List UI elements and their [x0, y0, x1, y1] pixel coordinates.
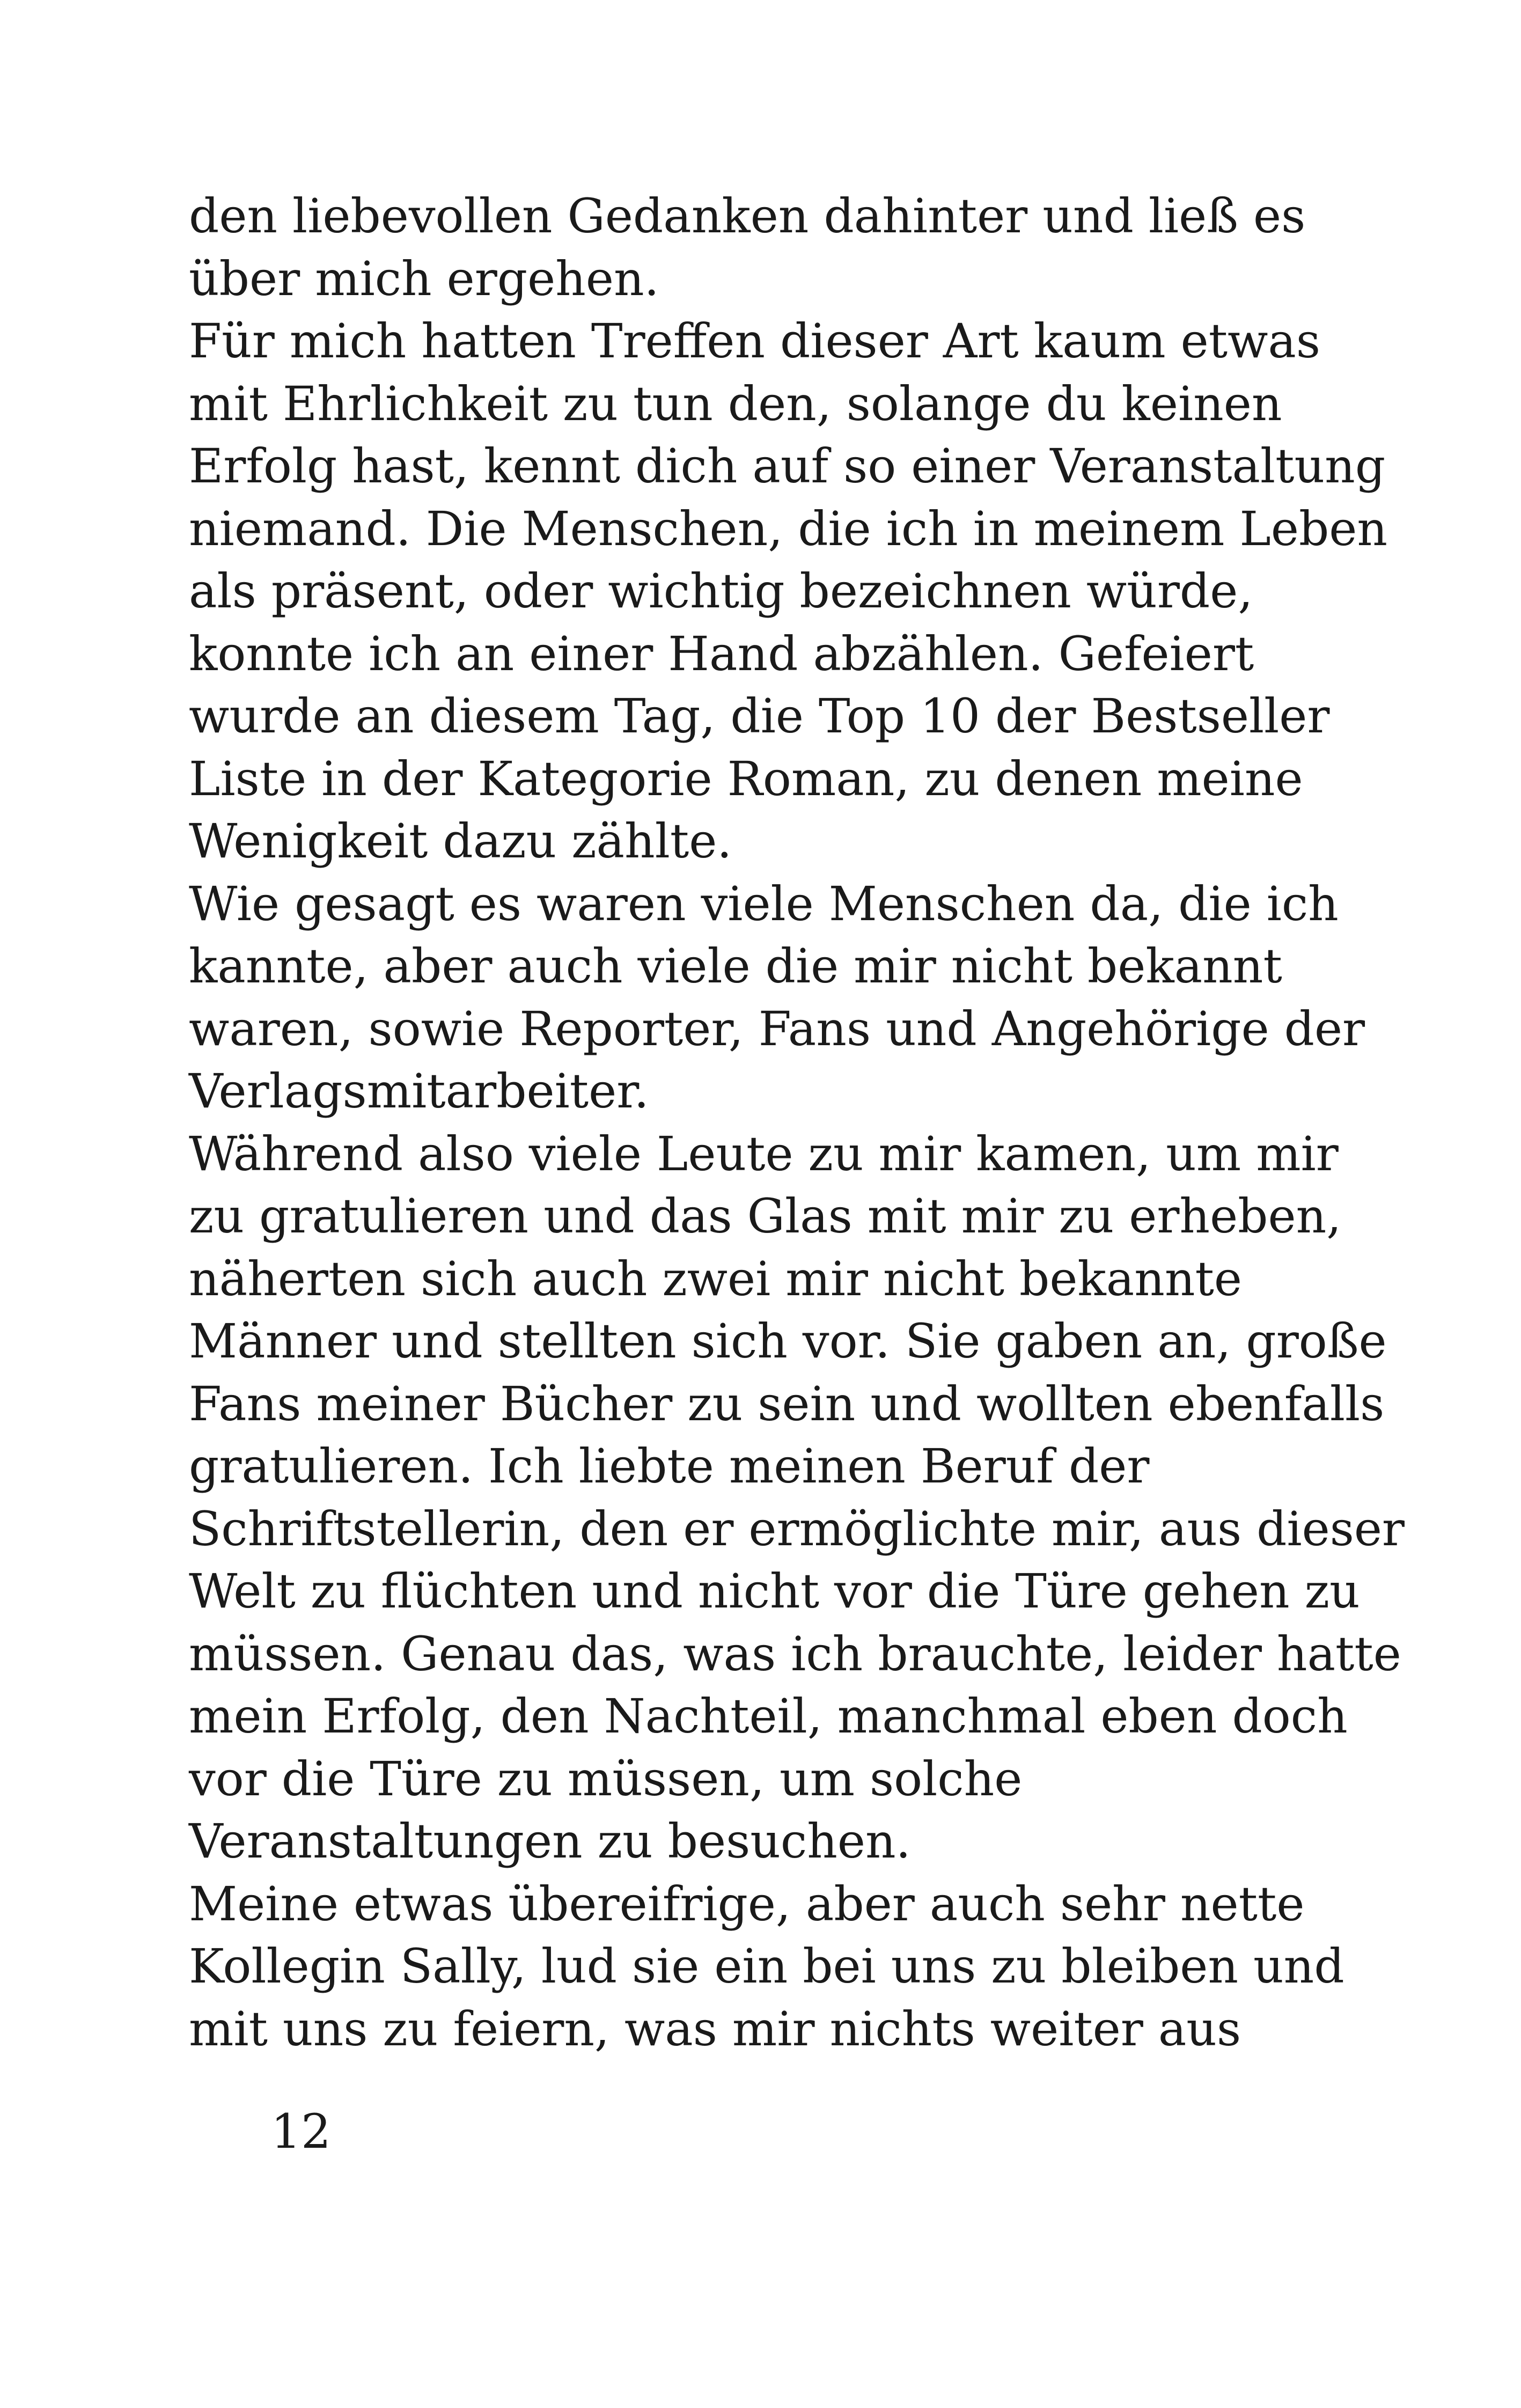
text-line: niemand. Die Menschen, die ich in meinem Leben — [189, 501, 1388, 556]
text-line: Veranstaltungen zu besuchen. — [189, 1814, 911, 1869]
text-line: mein Erfolg, den Nachteil, manchmal eben doch — [189, 1688, 1348, 1744]
text-line: über mich ergehen. — [189, 251, 659, 306]
text-line: Für mich hatten Treffen dieser Art kaum etwas — [189, 313, 1321, 369]
text-line: Schriftstellerin, den er ermöglichte mir, aus dieser — [189, 1501, 1405, 1557]
page-body-text — [189, 185, 1405, 2060]
text-line: näherten sich auch zwei mir nicht bekannte — [189, 1251, 1242, 1306]
text-line: Verlagsmitarbeiter. — [189, 1063, 649, 1119]
text-line: Erfolg hast, kennt dich auf so einer Veranstaltung — [189, 438, 1386, 494]
text-line: waren, sowie Reporter, Fans und Angehörige der — [189, 1001, 1365, 1056]
text-line: Wie gesagt es waren viele Menschen da, die ich — [189, 876, 1339, 931]
text-line: Meine etwas übereifrige, aber auch sehr nette — [189, 1876, 1305, 1932]
text-line: den liebevollen Gedanken dahinter und ließ es — [189, 188, 1306, 244]
text-line: wurde an diesem Tag, die Top 10 der Bestseller — [189, 688, 1330, 744]
page-number: 12 — [271, 2104, 331, 2159]
text-line: Männer und stellten sich vor. Sie gaben an, große — [189, 1313, 1387, 1369]
text-line: gratulieren. Ich liebte meinen Beruf der — [189, 1438, 1150, 1494]
text-line: Kollegin Sally, lud sie ein bei uns zu bleiben und — [189, 1939, 1344, 1994]
text-line: Während also viele Leute zu mir kamen, um mir — [189, 1126, 1339, 1181]
text-line: mit uns zu feiern, was mir nichts weiter aus — [189, 2001, 1241, 2057]
text-line: müssen. Genau das, was ich brauchte, leider hatte — [189, 1626, 1401, 1682]
text-line: Liste in der Kategorie Roman, zu denen meine — [189, 751, 1303, 806]
text-line: Fans meiner Bücher zu sein und wollten ebenfalls — [189, 1376, 1385, 1431]
text-line: kannte, aber auch viele die mir nicht bekannt — [189, 938, 1282, 994]
text-line: Wenigkeit dazu zählte. — [189, 813, 732, 869]
text-line: mit Ehrlichkeit zu tun den, solange du keinen — [189, 376, 1282, 431]
text-line: konnte ich an einer Hand abzählen. Gefeiert — [189, 626, 1254, 681]
text-line: Welt zu flüchten und nicht vor die Türe gehen zu — [189, 1563, 1360, 1619]
text-line: zu gratulieren und das Glas mit mir zu erheben, — [189, 1188, 1342, 1244]
text-line: als präsent, oder wichtig bezeichnen würde, — [189, 563, 1253, 619]
text-line: vor die Türe zu müssen, um solche — [189, 1751, 1023, 1807]
